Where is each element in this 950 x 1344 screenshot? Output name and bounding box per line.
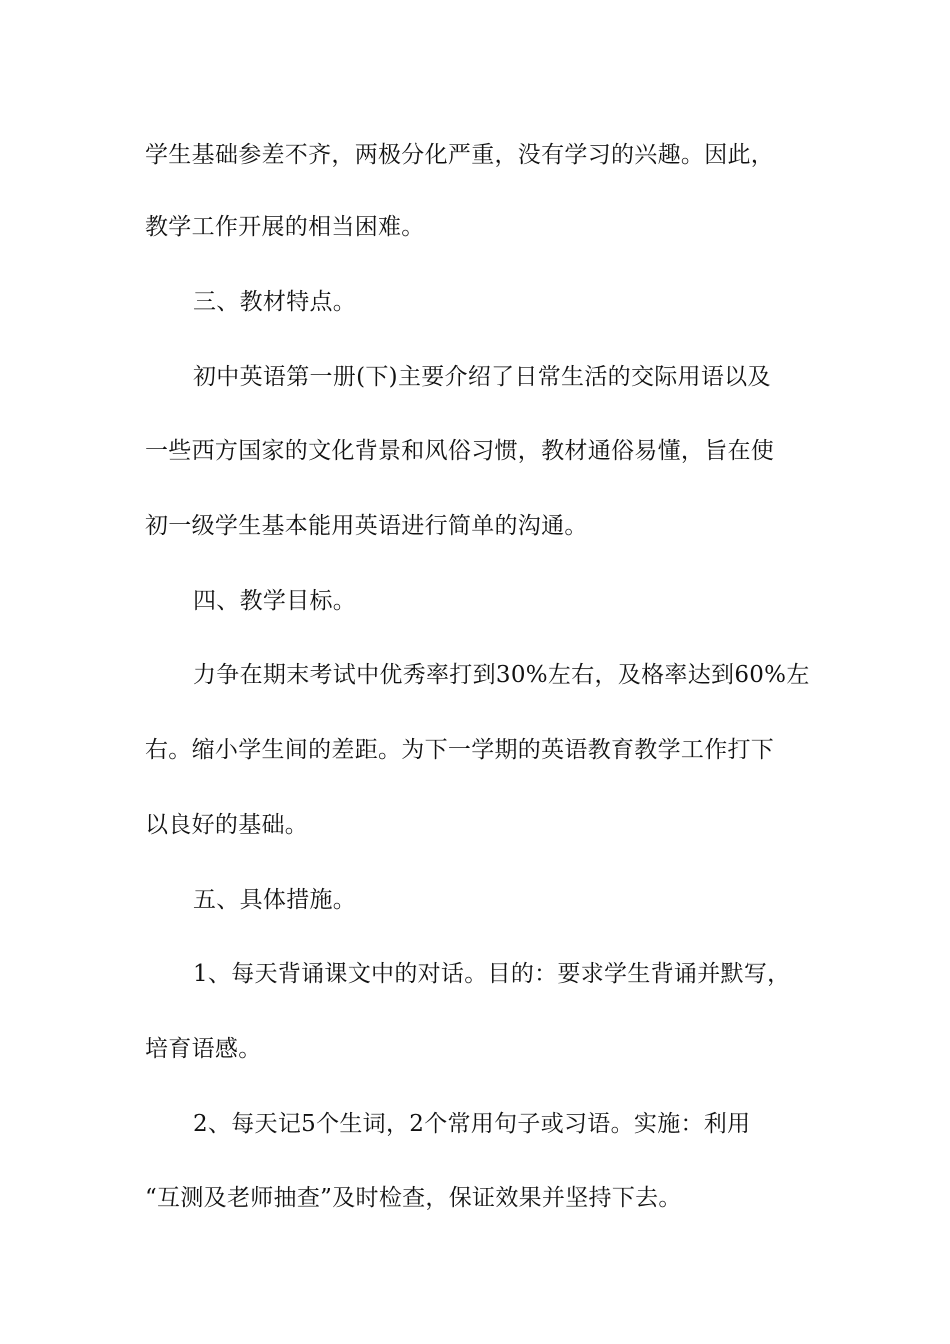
- paragraph-line: 右。缩小学生间的差距。为下一学期的英语教育教学工作打下: [145, 737, 775, 763]
- paragraph-line: 以良好的基础。: [145, 812, 309, 838]
- paragraph-line: 培育语感。: [145, 1036, 262, 1062]
- section-heading: 四、教学目标。: [193, 588, 357, 614]
- paragraph-line: 学生基础参差不齐，两极分化严重，没有学习的兴趣。因此，: [145, 142, 775, 168]
- paragraph-line: “互测及老师抽查”及时检查，保证效果并坚持下去。: [145, 1185, 682, 1211]
- paragraph-line: 初中英语第一册(下)主要介绍了日常生活的交际用语以及: [193, 364, 771, 390]
- paragraph-line: 初一级学生基本能用英语进行简单的沟通。: [145, 513, 588, 539]
- paragraph-line: 力争在期末考试中优秀率打到30%左右，及格率达到60%左: [193, 662, 810, 688]
- paragraph-line: 教学工作开展的相当困难。: [145, 214, 425, 240]
- section-heading: 五、具体措施。: [193, 887, 357, 913]
- section-heading: 三、教材特点。: [193, 289, 357, 315]
- paragraph-line: 一些西方国家的文化背景和风俗习惯，教材通俗易懂，旨在使: [145, 438, 775, 464]
- paragraph-line: 1、每天背诵课文中的对话。目的：要求学生背诵并默写，: [193, 961, 791, 987]
- paragraph-line: 2、每天记5个生词，2个常用句子或习语。实施：利用: [193, 1111, 751, 1137]
